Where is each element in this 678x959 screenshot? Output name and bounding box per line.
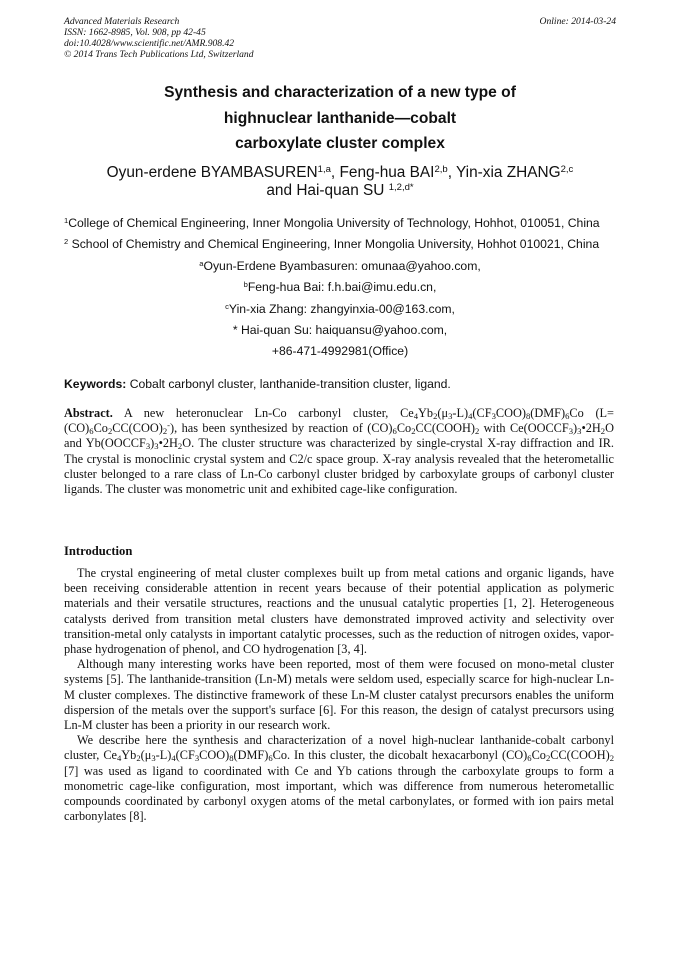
subscript: 3 xyxy=(568,426,574,437)
introduction-body xyxy=(64,566,614,824)
email-d: * Hai-quan Su: haiquansu@yahoo.com, xyxy=(232,323,448,337)
journal-header xyxy=(64,16,616,60)
title-line-1: Synthesis and characterization of a new type of xyxy=(164,84,516,101)
abstract-text: (μ xyxy=(437,406,449,420)
subscript: 3 xyxy=(151,753,156,764)
subscript: 3 xyxy=(194,753,200,764)
email-b xyxy=(64,280,616,294)
subscript: 2 xyxy=(162,426,168,437)
subscript: 3 xyxy=(491,411,496,422)
abstract-text: (CF xyxy=(472,406,492,420)
author-line-2 xyxy=(64,182,616,200)
abstract-text: A new heteronuclear Ln-Co carbonyl cluster, Ce xyxy=(112,406,414,420)
subscript: 3 xyxy=(448,411,453,422)
abstract-text: •2H xyxy=(581,421,601,436)
paragraph-text: (CF xyxy=(175,748,195,763)
author-1: Oyun-erdene BYAMBASUREN xyxy=(106,164,318,181)
affiliation-2-text: School of Chemistry and Chemical Engineering, Inner Mongolia University, Hohhot 010021, China xyxy=(68,237,600,251)
issn-line: ISSN: 1662-8985, Vol. 908, pp 42-45 xyxy=(64,27,206,38)
paragraph-text: CC(COOH) xyxy=(550,748,610,763)
subscript: 6 xyxy=(89,426,94,437)
subscript: 8 xyxy=(525,411,531,422)
email-a xyxy=(64,259,616,273)
doi-line: doi:10.4028/www.scientific.net/AMR.908.42 xyxy=(64,38,235,49)
abstract-text: ), has been synthesized by reaction of (CO) xyxy=(170,421,393,436)
paper-title xyxy=(64,80,616,157)
abstract-text: CC(COOH) xyxy=(415,421,475,436)
subscript: 2 xyxy=(177,441,183,452)
abstract xyxy=(64,406,614,497)
paragraph-text: (DMF) xyxy=(233,748,269,763)
subscript: 2 xyxy=(600,426,606,437)
abstract-text: Co (L=(CO) xyxy=(64,406,614,436)
author-list xyxy=(64,164,616,200)
abstract-text: -L) xyxy=(452,406,469,420)
phone-number: +86-471-4992981(Office) xyxy=(271,344,409,358)
abstract-text: •2H xyxy=(158,436,178,451)
subscript: 3 xyxy=(577,426,582,437)
abstract-text: (DMF) xyxy=(530,406,566,420)
subscript: 2 xyxy=(107,426,113,437)
paragraph-text: Yb xyxy=(121,748,137,763)
author-2: Feng-hua BAI xyxy=(339,164,435,181)
paragraph-text: [7] was used as ligand to coordinated with Ce and Yb cations through the carboxylate groups to form a monometric cage-like configuration, most important, which was difference from numerous heterometallic compounds coordinated by carbonyl oxygen atoms of the metal carbonylates, or formed with ion pairs metal carbonylates [8]. xyxy=(64,763,614,824)
subscript: 3 xyxy=(154,441,159,452)
author-3: Yin-xia ZHANG xyxy=(455,164,561,181)
abstract-text: with Ce(OOCCF xyxy=(479,421,569,436)
email-c xyxy=(64,302,616,316)
subscript: 3 xyxy=(145,441,151,452)
email-a-sup: a xyxy=(199,258,204,268)
abstract-text: CC(COO) xyxy=(112,421,163,436)
affiliation-2 xyxy=(64,237,616,251)
paragraph xyxy=(64,733,614,824)
affiliation-1-sup: 1 xyxy=(64,215,69,225)
paragraph-text: We describe here the synthesis and characterization of a novel high-nuclear lanthanide-cobalt carbonyl cluster, Ce xyxy=(64,733,614,763)
author-line-1 xyxy=(64,164,616,182)
subscript: 4 xyxy=(171,753,176,764)
abstract-text: Co xyxy=(396,421,412,436)
email-b-sup: b xyxy=(243,279,248,289)
subscript: 2 xyxy=(411,426,416,437)
author-2-sup: 2,b xyxy=(434,163,448,175)
subscript: 4 xyxy=(116,753,122,764)
online-date: Online: 2014-03-24 xyxy=(539,16,616,27)
paragraph-text: -L) xyxy=(155,748,172,763)
author-and: and xyxy=(266,182,297,199)
author-3-sup: 2,c xyxy=(560,163,574,175)
paragraph: Although many interesting works have been reported, most of them were focused on mono-metal cluster systems [5]. The lanthanide-transition (Ln-M) metals were seldom used, especially scarce for high-nuclear Ln-M cluster complexes. The distinctive framework of these Ln-M cluster catalyst precursors enables the uniform dispersion of the metals over the support's surface [6]. For this reason, the design of catalyst precursors using Ln-M cluster has been a priority in our research work. xyxy=(64,657,614,733)
author-separator: , xyxy=(330,164,340,181)
paragraph-text: Co xyxy=(531,748,546,763)
superscript: - xyxy=(167,420,171,431)
subscript: 8 xyxy=(229,753,234,764)
email-c-text: Yin-xia Zhang: zhangyinxia-00@163.com, xyxy=(228,302,455,316)
subscript: 6 xyxy=(268,753,273,764)
subscript: 2 xyxy=(545,753,551,764)
abstract-text: O. The cluster structure was characterized by single-crystal X-ray diffraction and IR. The crystal is monoclinic crystal system and C2/c space group. X-ray analysis revealed that the heterometallic cluster belonged to a rare class of Ln-Co carbonyl cluster bridged by carboxylate groups of carbonyl cluster ligands. The cluster was monometric unit and exhibited cage-like configuration. xyxy=(64,436,614,497)
keywords-label: Keywords: xyxy=(64,377,127,391)
author-separator: , xyxy=(447,164,456,181)
email-c-sup: c xyxy=(225,301,229,311)
keywords xyxy=(64,377,616,391)
subscript: 6 xyxy=(392,426,397,437)
email-b-text: Feng-hua Bai: f.h.bai@imu.edu.cn, xyxy=(247,280,437,294)
copyright-line: © 2014 Trans Tech Publications Ltd, Switzerland xyxy=(64,49,254,60)
abstract-text: O and Yb(OOCCF xyxy=(64,421,614,451)
title-line-3: carboxylate cluster complex xyxy=(235,135,445,152)
subscript: 2 xyxy=(474,426,480,437)
subscript: 4 xyxy=(468,411,473,422)
subscript: 6 xyxy=(565,411,570,422)
email-a-text: Oyun-Erdene Byambasuren: omunaa@yahoo.com, xyxy=(203,259,481,273)
subscript: 2 xyxy=(609,753,614,764)
subscript: 6 xyxy=(527,753,532,764)
author-1-sup: 1,a xyxy=(317,163,331,175)
abstract-text: COO) xyxy=(495,406,526,420)
paragraph-text: COO) xyxy=(199,748,230,763)
abstract-text: ) xyxy=(573,421,578,436)
paragraph-text: Co. In this cluster, the dicobalt hexacarbonyl (CO) xyxy=(272,748,528,763)
paragraph: The crystal engineering of metal cluster complexes built up from metal cations and organic ligands, have been receiving considerable attention in recent years because of their potential application as polymeric materials and their versatile structures, reactions and the unusual catalytic properties [1, 2]. Heterogeneous catalysts derived from transition metal clusters have demonstrated improved activity and selectivity over transition-metal only catalysts in important catalytic processes, such as the reduction of nitrogen oxides, vapor-phase hydrogenation of phenol, and CO hydrogenation [3, 4]. xyxy=(64,566,614,657)
affiliation-1-text: College of Chemical Engineering, Inner Mongolia University of Technology, Hohhot, 010051, China xyxy=(68,216,600,230)
subscript: 4 xyxy=(413,411,419,422)
subscript: 2 xyxy=(136,753,141,764)
abstract-label: Abstract. xyxy=(64,406,113,420)
section-heading-introduction: Introduction xyxy=(64,544,133,558)
author-4: Hai-quan SU xyxy=(296,182,385,199)
journal-name: Advanced Materials Research xyxy=(64,16,180,27)
abstract-text: Co xyxy=(93,421,108,436)
subscript: 2 xyxy=(433,411,438,422)
affiliation-2-sup: 2 xyxy=(64,236,69,246)
affiliation-1 xyxy=(64,216,616,230)
paragraph-text: (μ xyxy=(140,748,152,763)
abstract-text: ) xyxy=(150,436,155,451)
author-4-sup: 1,2,d* xyxy=(388,181,414,193)
title-line-2: highnuclear lanthanide—cobalt xyxy=(223,109,457,127)
keywords-text: Cobalt carbonyl cluster, lanthanide-transition cluster, ligand. xyxy=(126,377,451,391)
abstract-text: Yb xyxy=(418,406,434,420)
